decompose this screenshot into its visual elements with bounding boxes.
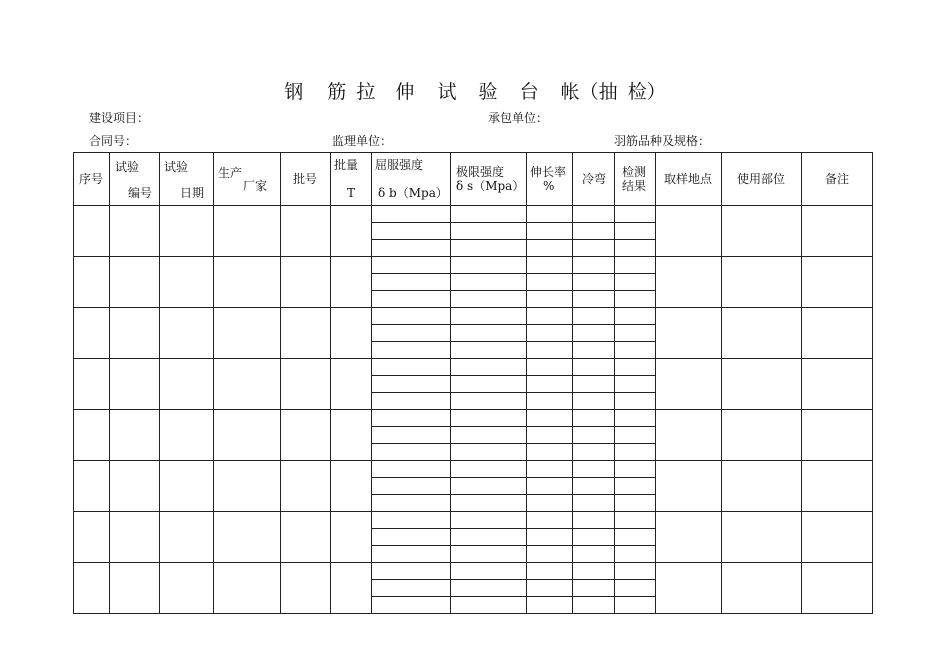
table-cell <box>281 257 331 308</box>
table-sub-cell <box>527 376 573 393</box>
header-batch-no: 批号 <box>281 153 331 206</box>
table-sub-cell <box>451 274 527 291</box>
table-cell <box>331 206 372 257</box>
table-sub-cell <box>573 240 615 257</box>
table-cell <box>160 461 214 512</box>
table-sub-cell <box>451 325 527 342</box>
header-row <box>74 153 873 206</box>
table-sub-cell <box>451 546 527 563</box>
table-sub-cell <box>573 529 615 546</box>
header-test-date: 试验 日期 <box>160 153 214 206</box>
table-sub-cell <box>573 257 615 274</box>
table-sub-cell <box>527 410 573 427</box>
table-sub-cell <box>527 563 573 580</box>
table-row <box>74 563 873 580</box>
project-label: 建设项目： <box>89 111 150 125</box>
table-cell <box>802 359 873 410</box>
table-sub-cell <box>527 393 573 410</box>
table-sub-cell <box>372 427 451 444</box>
table-cell <box>802 512 873 563</box>
table-sub-cell <box>451 257 527 274</box>
table-sub-cell <box>451 427 527 444</box>
title-char: 试 <box>437 81 457 103</box>
table-cell <box>802 410 873 461</box>
table-sub-cell <box>615 206 656 223</box>
table-cell <box>214 563 281 614</box>
table-sub-cell <box>372 257 451 274</box>
table-sub-cell <box>573 546 615 563</box>
table-sub-cell <box>372 359 451 376</box>
table-sub-cell <box>615 461 656 478</box>
table-cell <box>802 308 873 359</box>
table-sub-cell <box>615 444 656 461</box>
table-sub-cell <box>451 359 527 376</box>
table-cell <box>214 359 281 410</box>
table-row <box>74 461 873 478</box>
table-sub-cell <box>372 274 451 291</box>
contractor-label: 承包单位： <box>488 111 549 125</box>
table-sub-cell <box>573 580 615 597</box>
table-sub-cell <box>372 461 451 478</box>
table-cell <box>331 257 372 308</box>
table-row <box>74 308 873 325</box>
table-sub-cell <box>372 529 451 546</box>
table-cell <box>722 461 802 512</box>
table-cell <box>160 308 214 359</box>
table-sub-cell <box>615 512 656 529</box>
table-sub-cell <box>527 342 573 359</box>
table-sub-cell <box>372 495 451 512</box>
table-sub-cell <box>372 376 451 393</box>
table-sub-cell <box>573 308 615 325</box>
header-cold-bend: 冷弯 <box>573 153 615 206</box>
table-sub-cell <box>615 376 656 393</box>
table-sub-cell <box>372 444 451 461</box>
table-cell <box>160 410 214 461</box>
table-sub-cell <box>451 410 527 427</box>
table-sub-cell <box>451 376 527 393</box>
table-cell <box>110 563 160 614</box>
header-usage-part: 使用部位 <box>722 153 802 206</box>
table-sub-cell <box>615 563 656 580</box>
table-sub-cell <box>527 444 573 461</box>
table-sub-cell <box>372 308 451 325</box>
table-sub-cell <box>527 546 573 563</box>
table-cell <box>656 308 722 359</box>
table-cell <box>110 257 160 308</box>
table-cell <box>656 563 722 614</box>
table-cell <box>160 206 214 257</box>
table-sub-cell <box>615 257 656 274</box>
table-sub-cell <box>372 410 451 427</box>
table-cell <box>722 410 802 461</box>
table-cell <box>160 257 214 308</box>
table-cell <box>110 410 160 461</box>
table-sub-cell <box>527 427 573 444</box>
table-sub-cell <box>573 563 615 580</box>
table-sub-cell <box>527 580 573 597</box>
table-cell <box>160 512 214 563</box>
table-sub-cell <box>615 325 656 342</box>
table-cell <box>656 257 722 308</box>
table-sub-cell <box>615 495 656 512</box>
table-sub-cell <box>372 325 451 342</box>
table-cell <box>331 563 372 614</box>
table-sub-cell <box>451 206 527 223</box>
table-cell <box>802 563 873 614</box>
table-row <box>74 257 873 274</box>
header-maker: 生产 厂家 <box>214 153 281 206</box>
test-ledger-table <box>73 152 873 614</box>
table-sub-cell <box>615 342 656 359</box>
table-cell <box>331 410 372 461</box>
table-row <box>74 206 873 223</box>
table-cell <box>110 461 160 512</box>
table-cell <box>214 410 281 461</box>
contract-no-label: 合同号： <box>89 134 138 148</box>
table-cell <box>722 206 802 257</box>
table-cell <box>281 308 331 359</box>
table-sub-cell <box>527 478 573 495</box>
table-row <box>74 359 873 376</box>
table-row <box>74 410 873 427</box>
table-cell <box>74 308 110 359</box>
table-sub-cell <box>573 359 615 376</box>
table-sub-cell <box>615 359 656 376</box>
table-cell <box>214 257 281 308</box>
table-sub-cell <box>451 461 527 478</box>
header-test-result: 检测 结果 <box>615 153 656 206</box>
title-char: 钢 <box>284 81 304 103</box>
table-sub-cell <box>527 325 573 342</box>
table-sub-cell <box>372 342 451 359</box>
table-sub-cell <box>451 240 527 257</box>
table-cell <box>656 512 722 563</box>
table-sub-cell <box>451 444 527 461</box>
table-cell <box>214 308 281 359</box>
table-cell <box>281 563 331 614</box>
table-sub-cell <box>573 597 615 614</box>
table-sub-cell <box>372 240 451 257</box>
table-sub-cell <box>573 291 615 308</box>
title-char: 台 <box>519 81 539 103</box>
table-sub-cell <box>451 223 527 240</box>
table-sub-cell <box>615 274 656 291</box>
table-cell <box>110 206 160 257</box>
table-cell <box>160 359 214 410</box>
table-row <box>74 512 873 529</box>
table-sub-cell <box>573 427 615 444</box>
table-sub-cell <box>372 512 451 529</box>
title-char: 拉 <box>356 81 376 103</box>
table-sub-cell <box>527 240 573 257</box>
table-sub-cell <box>451 291 527 308</box>
header-ultimate-strength: 极限强度 δ s（Mpa） <box>451 153 527 206</box>
table-sub-cell <box>372 597 451 614</box>
table-cell <box>722 359 802 410</box>
table-sub-cell <box>615 291 656 308</box>
table-cell <box>214 206 281 257</box>
table-sub-cell <box>527 257 573 274</box>
table-sub-cell <box>527 308 573 325</box>
table-sub-cell <box>573 274 615 291</box>
table-sub-cell <box>451 529 527 546</box>
supervisor-label: 监理单位： <box>332 134 393 148</box>
table-sub-cell <box>573 512 615 529</box>
table-cell <box>656 410 722 461</box>
table-sub-cell <box>372 206 451 223</box>
table-cell <box>281 461 331 512</box>
table-sub-cell <box>615 308 656 325</box>
table-sub-cell <box>527 529 573 546</box>
table-cell <box>110 359 160 410</box>
table-cell <box>110 512 160 563</box>
table-sub-cell <box>372 291 451 308</box>
table-sub-cell <box>527 274 573 291</box>
table-sub-cell <box>573 461 615 478</box>
table-sub-cell <box>615 427 656 444</box>
table-cell <box>656 206 722 257</box>
table-sub-cell <box>573 325 615 342</box>
ledger-body <box>74 206 873 614</box>
title-char: 检） <box>627 81 666 103</box>
table-sub-cell <box>372 546 451 563</box>
table-cell <box>74 512 110 563</box>
table-cell <box>74 461 110 512</box>
table-sub-cell <box>573 376 615 393</box>
table-sub-cell <box>372 393 451 410</box>
table-sub-cell <box>527 291 573 308</box>
table-sub-cell <box>372 478 451 495</box>
table-sub-cell <box>615 240 656 257</box>
table-sub-cell <box>527 223 573 240</box>
table-cell <box>722 308 802 359</box>
table-sub-cell <box>615 580 656 597</box>
table-cell <box>74 563 110 614</box>
header-test-no: 试验 编号 <box>110 153 160 206</box>
table-cell <box>331 308 372 359</box>
table-sub-cell <box>615 597 656 614</box>
table-sub-cell <box>372 563 451 580</box>
table-sub-cell <box>615 478 656 495</box>
table-cell <box>74 410 110 461</box>
table-cell <box>281 206 331 257</box>
table-cell <box>802 206 873 257</box>
table-sub-cell <box>451 495 527 512</box>
table-cell <box>722 512 802 563</box>
table-sub-cell <box>527 461 573 478</box>
table-cell <box>160 563 214 614</box>
header-yield-strength: 屈服强度 δ b（Mpa） <box>372 153 451 206</box>
table-cell <box>281 359 331 410</box>
table-sub-cell <box>573 410 615 427</box>
table-sub-cell <box>615 410 656 427</box>
title-char: 伸 <box>395 81 415 103</box>
table-sub-cell <box>573 495 615 512</box>
header-seq: 序号 <box>74 153 110 206</box>
table-sub-cell <box>527 512 573 529</box>
table-cell <box>802 461 873 512</box>
header-elongation: 伸长率 % <box>527 153 573 206</box>
table-sub-cell <box>372 223 451 240</box>
table-cell <box>214 461 281 512</box>
table-cell <box>110 308 160 359</box>
table-sub-cell <box>615 546 656 563</box>
table-sub-cell <box>573 206 615 223</box>
table-sub-cell <box>451 478 527 495</box>
page-title <box>0 77 950 104</box>
table-sub-cell <box>451 563 527 580</box>
table-sub-cell <box>451 342 527 359</box>
table-sub-cell <box>615 223 656 240</box>
table-cell <box>281 512 331 563</box>
header-sampling-location: 取样地点 <box>656 153 722 206</box>
table-sub-cell <box>527 206 573 223</box>
table-sub-cell <box>451 580 527 597</box>
table-sub-cell <box>615 529 656 546</box>
table-sub-cell <box>451 308 527 325</box>
table-sub-cell <box>527 495 573 512</box>
title-char: 筋 <box>327 81 347 103</box>
table-cell <box>74 257 110 308</box>
table-sub-cell <box>527 359 573 376</box>
table-sub-cell <box>573 223 615 240</box>
table-cell <box>656 359 722 410</box>
table-sub-cell <box>573 444 615 461</box>
table-sub-cell <box>451 597 527 614</box>
title-char: 帐（抽 <box>560 81 618 103</box>
title-char: 验 <box>478 81 498 103</box>
table-cell <box>74 206 110 257</box>
header-batch-qty: 批量 T <box>331 153 372 206</box>
table-cell <box>722 257 802 308</box>
table-sub-cell <box>372 580 451 597</box>
table-cell <box>331 512 372 563</box>
table-sub-cell <box>615 393 656 410</box>
table-sub-cell <box>451 393 527 410</box>
table-cell <box>281 410 331 461</box>
table-cell <box>722 563 802 614</box>
table-sub-cell <box>573 393 615 410</box>
table-sub-cell <box>573 478 615 495</box>
table-cell <box>802 257 873 308</box>
table-cell <box>331 359 372 410</box>
table-cell <box>74 359 110 410</box>
table-sub-cell <box>527 597 573 614</box>
table-sub-cell <box>573 342 615 359</box>
table-cell <box>331 461 372 512</box>
table-sub-cell <box>451 512 527 529</box>
table-cell <box>214 512 281 563</box>
table-cell <box>656 461 722 512</box>
rebar-spec-label: 羽筋品种及规格： <box>614 134 711 148</box>
header-remark: 备注 <box>802 153 873 206</box>
